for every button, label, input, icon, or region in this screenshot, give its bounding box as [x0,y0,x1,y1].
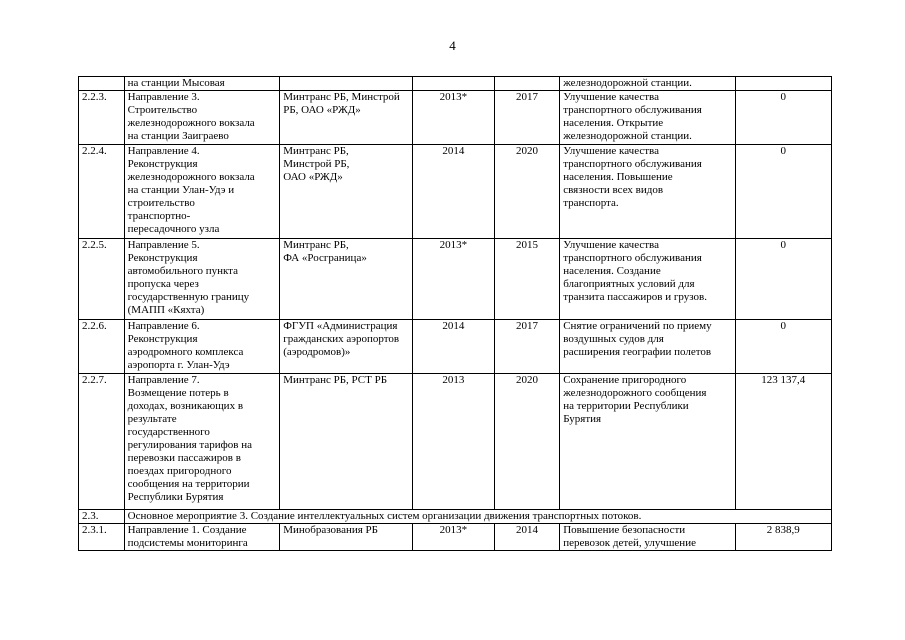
funding-amount: 2 838,9 [735,524,832,551]
start-year: 2014 [412,320,494,374]
end-year: 2017 [494,320,559,374]
funding-amount: 0 [735,320,832,374]
funding-amount: 0 [735,91,832,145]
end-year: 2015 [494,239,559,320]
table-row [79,374,832,510]
row-number: 2.2.5. [79,239,125,320]
expected-result: Сохранение пригородного железнодорожного сообщения на территории Республики Бурятия [560,374,735,510]
table-row [79,145,832,239]
section-title: Основное мероприятие 3. Создание интеллектуальных систем организации движения транспортных потоков. [124,510,831,524]
row-number: 2.3.1. [79,524,125,551]
measure-name: Направление 1. Создание подсистемы мониторинга [124,524,280,551]
measure-name: Направление 4. Реконструкция железнодорожного вокзала на станции Улан-Удэ и строительство транспортно- пересадочного узла [124,145,280,239]
start-year: 2013* [412,239,494,320]
start-year: 2013* [412,524,494,551]
end-year: 2020 [494,145,559,239]
measure-name: Направление 7. Возмещение потерь в доходах, возникающих в результате государственного регулирования тарифов на перевозки пассажиров в поездах пригородного сообщения на территории Республики Бурятия [124,374,280,510]
row-number: 2.2.7. [79,374,125,510]
row-number: 2.2.3. [79,91,125,145]
table-row [79,524,832,551]
page-number: 4 [449,38,456,53]
expected-result: железнодорожной станции. [560,77,735,91]
start-year: 2014 [412,145,494,239]
measures-table [78,76,832,551]
funding-amount: 0 [735,145,832,239]
start-year: 2013* [412,91,494,145]
row-number: 2.2.4. [79,145,125,239]
responsible: Минтранс РБ, Минстрой РБ, ОАО «РЖД» [280,91,413,145]
measure-name: на станции Мысовая [124,77,280,91]
row-number: 2.2.6. [79,320,125,374]
responsible: Минтранс РБ, РСТ РБ [280,374,413,510]
start-year [412,77,494,91]
measure-name: Направление 3. Строительство железнодорожного вокзала на станции Заиграево [124,91,280,145]
funding-amount: 0 [735,239,832,320]
expected-result: Улучшение качества транспортного обслуживания населения. Открытие железнодорожной станции. [560,91,735,145]
end-year: 2020 [494,374,559,510]
responsible: ФГУП «Администрация гражданских аэропортов (аэродромов)» [280,320,413,374]
start-year: 2013 [412,374,494,510]
measure-name: Направление 6. Реконструкция аэродромного комплекса аэропорта г. Улан-Удэ [124,320,280,374]
table-row [79,239,832,320]
expected-result: Улучшение качества транспортного обслуживания населения. Создание благоприятных условий для транзита пассажиров и грузов. [560,239,735,320]
funding-amount: 123 137,4 [735,374,832,510]
end-year: 2017 [494,91,559,145]
responsible: Минтранс РБ, Минстрой РБ, ОАО «РЖД» [280,145,413,239]
responsible [280,77,413,91]
end-year [494,77,559,91]
expected-result: Улучшение качества транспортного обслуживания населения. Повышение связности всех видов транспорта. [560,145,735,239]
table-row [79,91,832,145]
row-number [79,77,125,91]
expected-result: Повышение безопасности перевозок детей, улучшение [560,524,735,551]
table-row [79,320,832,374]
section-number: 2.3. [79,510,125,524]
section-row [79,510,832,524]
funding-amount [735,77,832,91]
responsible: Минобразования РБ [280,524,413,551]
measure-name: Направление 5. Реконструкция автомобильного пункта пропуска через государственную границу (МАПП «Кяхта) [124,239,280,320]
table-row [79,77,832,91]
end-year: 2014 [494,524,559,551]
expected-result: Снятие ограничений по приему воздушных судов для расширения географии полетов [560,320,735,374]
responsible: Минтранс РБ, ФА «Росграница» [280,239,413,320]
